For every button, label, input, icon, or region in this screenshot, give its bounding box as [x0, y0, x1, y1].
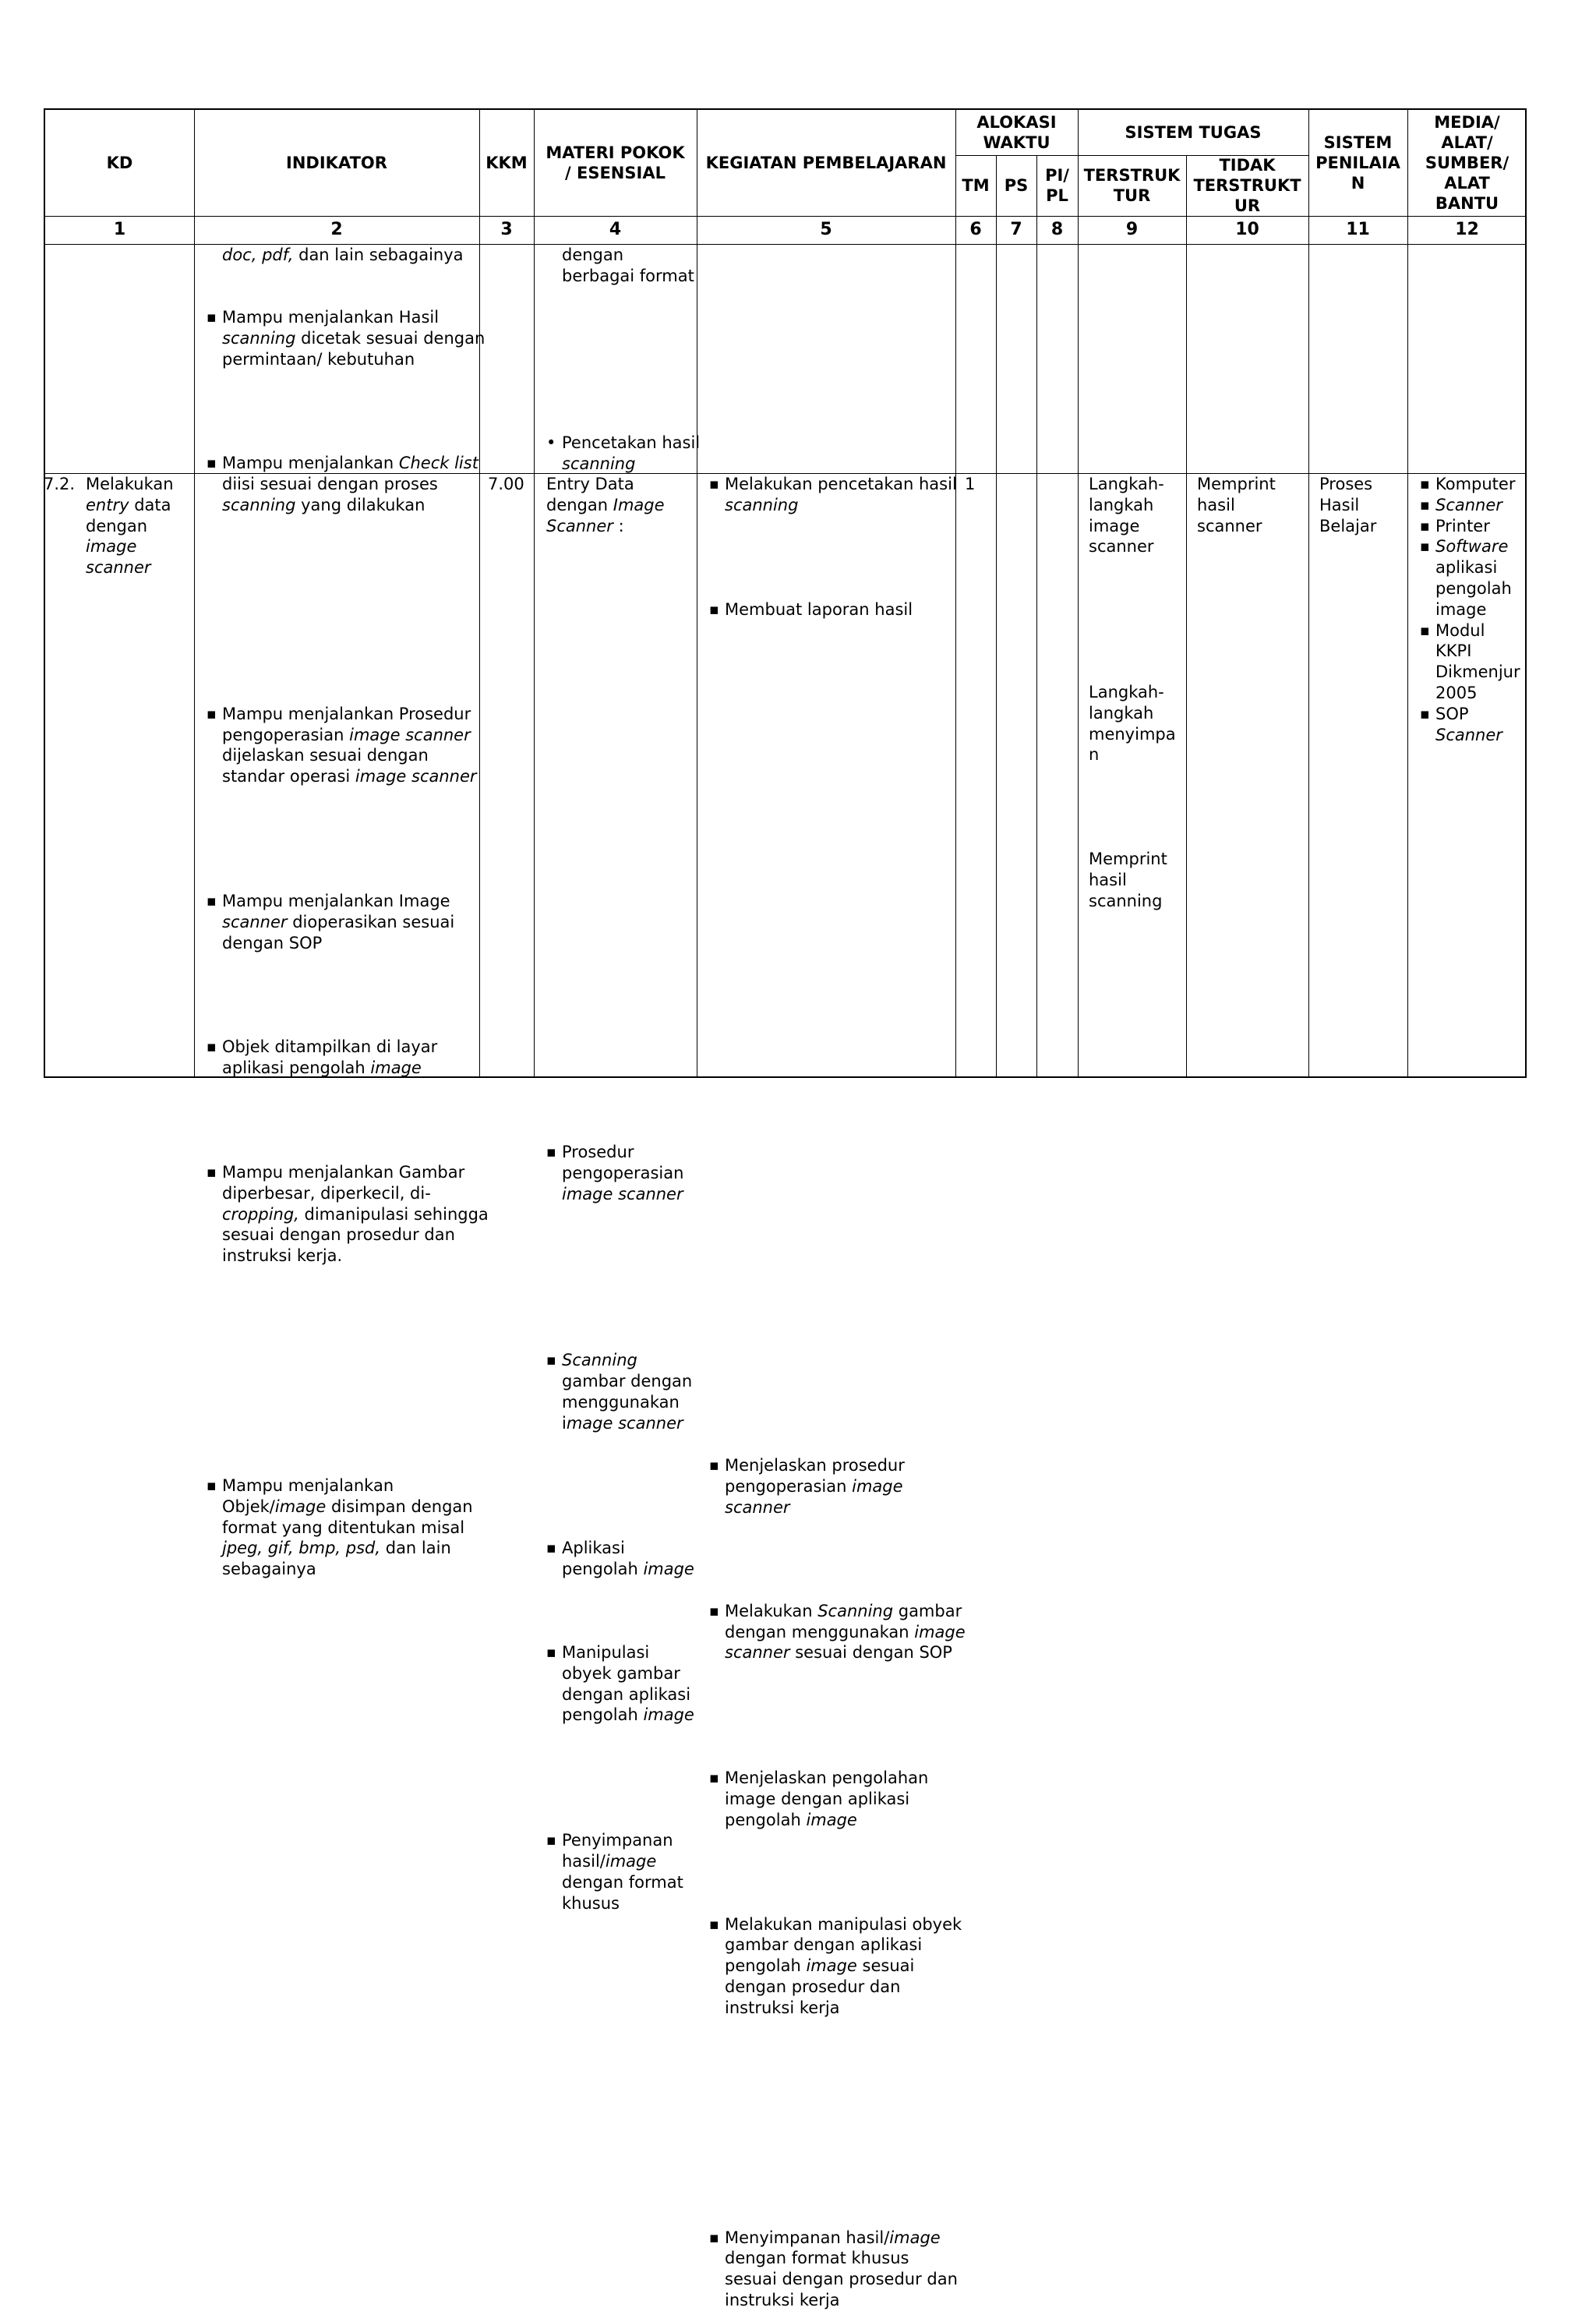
text: aplikasi pengolah image — [1435, 558, 1512, 619]
header-terstruktur: TERSTRUK TUR — [1083, 166, 1181, 205]
col-divider — [1078, 110, 1079, 1076]
syllabus-table — [44, 108, 1527, 2309]
col-divider — [194, 110, 195, 1076]
col-number: 5 — [820, 220, 832, 239]
col-divider — [1036, 155, 1037, 1076]
header-kd: KD — [106, 154, 133, 172]
text-italic: image scanner — [349, 725, 471, 744]
row2-materi-item — [546, 1350, 702, 1433]
text-italic: image scanner — [562, 1184, 683, 1203]
media-item: ▪ Printer — [1420, 516, 1523, 537]
text-italic: scanning — [725, 496, 799, 515]
text: Mampu menjalankan Gambar diperbesar, diperkecil, di- — [222, 1162, 465, 1203]
text: Mampu menjalankan Prosedur pengoperasian — [222, 704, 471, 744]
text-italic: cropping, — [222, 1204, 299, 1224]
media-item — [1420, 704, 1523, 746]
text-italic: image — [806, 1956, 857, 1976]
text: data dengan — [86, 495, 171, 535]
row2-terstruktur-item: Langkah-langkah menyimpa n — [1089, 683, 1176, 765]
row1-materi-item — [546, 433, 702, 475]
text-italic: Scanner — [1435, 495, 1502, 514]
row1-materi-continuation: dengan berbagai format — [562, 246, 694, 285]
header-indikator: INDIKATOR — [286, 154, 387, 172]
text-italic: image — [806, 1810, 857, 1829]
text: Melakukan — [725, 1601, 818, 1620]
row1-kegiatan-item — [709, 474, 966, 516]
text: sesuai dengan prosedur dan instruksi kerja — [725, 1956, 915, 2017]
header-tidak-terstruktur: TIDAK TERSTRUKT UR — [1193, 156, 1301, 215]
text-italic: image — [643, 1705, 694, 1725]
header-media: MEDIA/ ALAT/ SUMBER/ ALAT BANTU — [1425, 113, 1509, 213]
text: Menyimpanan hasil/ — [725, 2228, 890, 2247]
text-italic: Check list — [398, 454, 478, 473]
col-number: 10 — [1235, 220, 1259, 239]
text: yang dilakukan — [295, 495, 425, 514]
text-italic: image — [643, 1560, 694, 1579]
text-italic: Scanner — [1435, 725, 1502, 744]
text: Objek ditampilkan di layar aplikasi pengolah — [222, 1037, 438, 1078]
text: disimpan dengan format yang ditentukan misal — [222, 1496, 473, 1537]
text-italic: image — [274, 1496, 327, 1516]
text: Menjelaskan prosedur pengoperasian — [725, 1456, 905, 1496]
text-italic: image — [889, 2228, 941, 2247]
text-italic: mage scanner — [566, 1413, 683, 1433]
row1-indikator-item — [207, 307, 487, 369]
text-italic: scanning — [562, 454, 636, 473]
media-item: ▪ Komputer — [1420, 474, 1523, 495]
col-number: 7 — [1010, 220, 1022, 239]
text-italic: scanner — [222, 912, 288, 931]
text-italic: Scanning — [817, 1601, 894, 1620]
col-number: 3 — [500, 220, 513, 239]
row2-indikator-item — [207, 704, 491, 787]
text-italic: image scanner — [86, 537, 151, 578]
text: Melakukan pencetakan hasil — [725, 475, 957, 494]
text: Entry Data dengan — [546, 475, 634, 514]
text: dijelaskan sesuai dengan standar operasi — [222, 746, 429, 786]
row2-materi-title — [546, 474, 683, 536]
text-italic: image scanner — [355, 767, 477, 786]
col-number: 9 — [1125, 220, 1139, 239]
row2-kegiatan-item — [709, 1768, 962, 1830]
row2-kd-number: 7.2. — [44, 475, 76, 493]
row1-kegiatan-item: ▪ Membuat laporan hasil — [709, 599, 966, 620]
text-italic: scanning — [222, 495, 296, 514]
text: Melakukan — [86, 475, 174, 493]
text: Melakukan manipulasi obyek gambar dengan aplikasi pengolah — [725, 1914, 962, 1976]
header-ps: PS — [1004, 176, 1029, 195]
col-number: 2 — [330, 220, 343, 239]
text: gambar dengan menggunakan i — [562, 1372, 693, 1433]
text: dengan format khusus — [562, 1872, 683, 1913]
row2-indikator-item — [207, 891, 483, 953]
row2-kegiatan-item — [709, 2228, 962, 2311]
row2-indikator-item — [207, 1475, 483, 1580]
header-kegiatan: KEGIATAN PEMBELAJARAN — [705, 154, 947, 172]
text-italic: entry — [86, 495, 129, 514]
row2-media-list — [1420, 474, 1523, 745]
text-italic: scanning — [222, 328, 296, 348]
text-italic: image scanner — [725, 1622, 966, 1663]
row2-kegiatan-item — [709, 1914, 962, 2019]
header-pi-pl: PI/ PL — [1045, 166, 1069, 205]
text: dioperasikan sesuai dengan SOP — [222, 912, 455, 952]
text: gambar dengan menggunakan — [725, 1601, 962, 1641]
text: Mampu menjalankan Image — [222, 891, 450, 910]
col-number: 6 — [969, 220, 982, 239]
text: Prosedur pengoperasian — [562, 1142, 684, 1182]
text-italic: Scanning — [562, 1351, 637, 1370]
row1-indikator-item — [207, 453, 487, 515]
col-number: 8 — [1050, 220, 1064, 239]
text: sesuai dengan SOP — [789, 1643, 952, 1663]
row2-materi-item — [546, 1830, 702, 1913]
text-italic: image — [605, 1852, 657, 1871]
text: dan lain sebagainya — [222, 1539, 451, 1579]
text: dicetak sesuai dengan permintaan/ kebutuhan — [222, 328, 486, 369]
text: Penyimpanan hasil/ — [562, 1831, 673, 1871]
row2-materi-item — [546, 1538, 702, 1580]
text: dimanipulasi sehingga sesuai dengan prosedur dan instruksi kerja. — [222, 1204, 489, 1266]
row1-indikator-continuation — [222, 245, 475, 266]
text-italic: jpeg, gif, bmp, psd, — [222, 1539, 381, 1558]
text: Mampu menjalankan Hasil — [222, 308, 440, 327]
col-number: 11 — [1346, 220, 1370, 239]
text: Mampu menjalankan Objek/ — [222, 1475, 394, 1516]
col-divider — [534, 110, 535, 1076]
row2-terstruktur-item: Memprint hasil scanning — [1089, 850, 1167, 910]
media-item — [1420, 536, 1523, 620]
col-divider — [996, 155, 997, 1076]
header-alokasi-waktu: ALOKASI WAKTU — [976, 113, 1057, 152]
row2-indikator-item — [207, 1162, 491, 1267]
row2-indikator-item — [207, 1037, 483, 1079]
media-item — [1420, 495, 1523, 516]
col-number: 1 — [113, 220, 126, 239]
header-sistem-tugas: SISTEM TUGAS — [1125, 123, 1262, 142]
col-divider — [1407, 110, 1408, 1076]
row2-tm: 1 — [965, 475, 976, 493]
row2-terstruktur-item: Langkah-langkah image scanner — [1089, 475, 1164, 557]
col-number: 4 — [609, 220, 622, 239]
row2-kegiatan-item — [709, 1455, 962, 1518]
media-item: ▪ Modul KKPI Dikmenjur 2005 — [1420, 620, 1523, 704]
header-sistem-penilaian: SISTEM PENILAIA N — [1315, 133, 1400, 193]
header-materi: MATERI POKOK / ESENSIAL — [546, 143, 685, 182]
text-italic: Software — [1435, 537, 1509, 557]
text: dan lain sebagainya — [293, 246, 464, 264]
row2-tidak-terstruktur: Memprint hasil scanner — [1197, 475, 1276, 535]
row2-materi-item — [546, 1642, 702, 1726]
row2-kd-text — [86, 474, 187, 578]
text: Aplikasi pengolah — [562, 1539, 644, 1579]
text: Mampu menjalankan — [222, 454, 399, 473]
header-kkm: KKM — [486, 154, 528, 172]
text: dengan format khusus sesuai dengan prosedur dan instruksi kerja — [725, 2249, 958, 2309]
col-divider — [955, 110, 956, 1076]
text: Pencetakan hasil — [562, 433, 701, 452]
text: diisi sesuai dengan proses — [222, 475, 438, 494]
text-italic: Image Scanner — [546, 495, 665, 535]
text-italic: image scanner — [725, 1477, 903, 1518]
row2-materi-item — [546, 1142, 702, 1204]
col-divider — [1186, 155, 1187, 1076]
text-italic: image — [370, 1058, 422, 1078]
col-number: 12 — [1455, 220, 1479, 239]
header-tm: TM — [962, 176, 990, 195]
col-divider — [1308, 110, 1309, 1076]
text: SOP — [1435, 704, 1469, 723]
text: Menjelaskan pengolahan image dengan aplikasi pengolah — [725, 1769, 929, 1829]
row2-kkm: 7.00 — [488, 475, 524, 493]
text-italic: doc, pdf, — [222, 246, 294, 264]
row2-penilaian: Proses Hasil Belajar — [1319, 475, 1377, 535]
row2-kegiatan-item — [709, 1601, 968, 1663]
text: : — [613, 516, 624, 535]
text: Manipulasi obyek gambar dengan aplikasi pengolah — [562, 1643, 691, 1725]
